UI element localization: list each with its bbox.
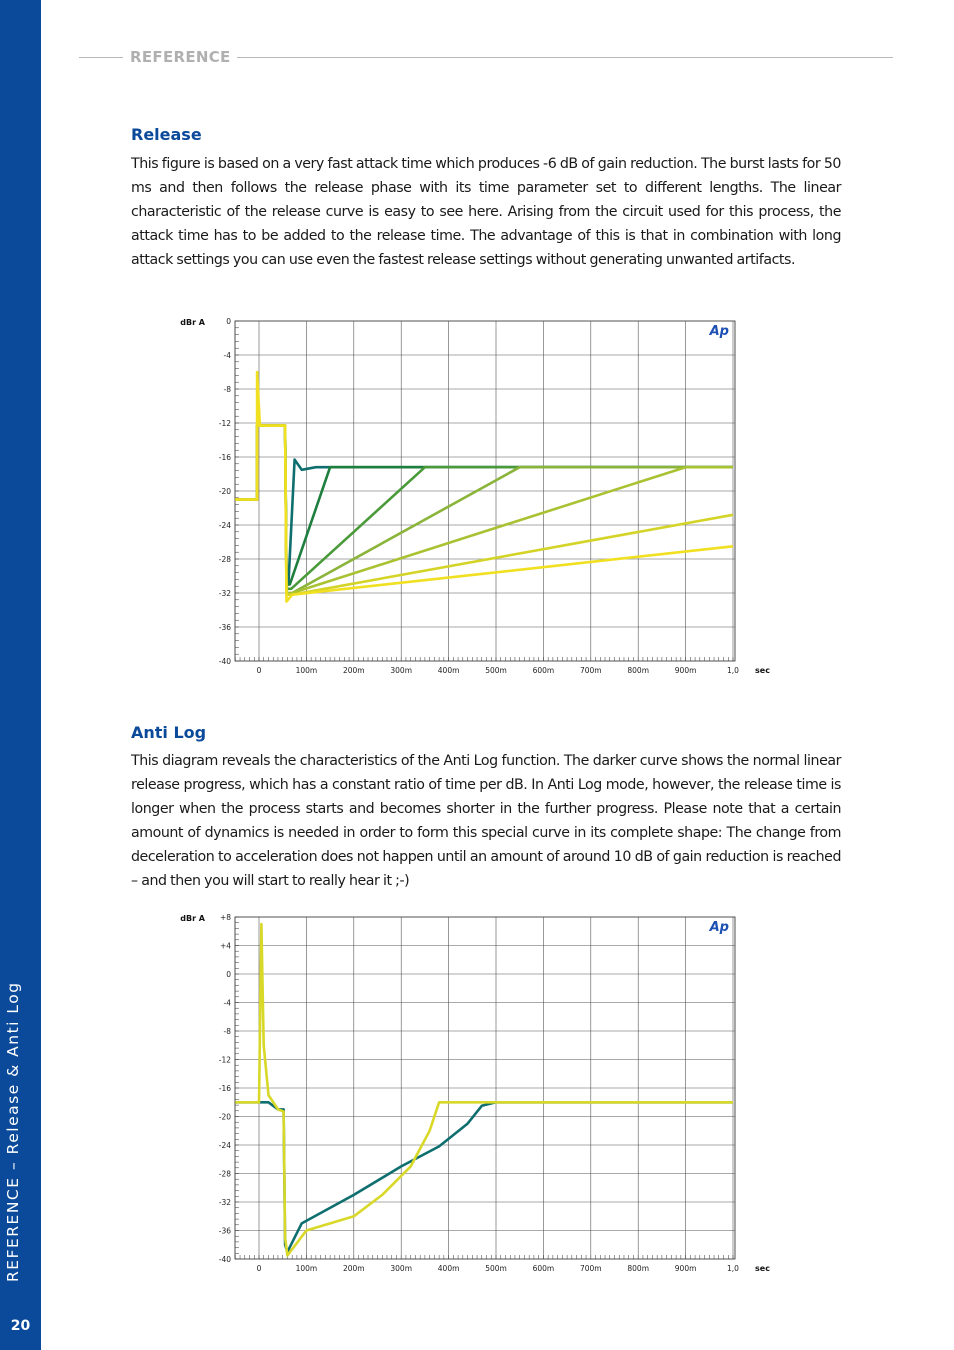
y-tick-label: -16: [218, 1084, 231, 1093]
x-tick-label: 600m: [532, 666, 555, 675]
x-tick-label: 1,0: [727, 666, 739, 675]
y-tick-label: -4: [223, 998, 231, 1008]
y-tick-label: -32: [218, 589, 231, 598]
x-tick-label: 300m: [390, 666, 413, 675]
x-tick-label: 700m: [579, 1264, 602, 1273]
y-tick-label: -16: [218, 453, 231, 462]
header-label: REFERENCE: [130, 48, 231, 66]
y-tick-label: -24: [218, 1141, 231, 1150]
y-tick-label: -20: [218, 1112, 231, 1122]
y-tick-label: -40: [218, 657, 231, 666]
x-tick-label: 0: [256, 1264, 262, 1273]
x-tick-label: 900m: [674, 666, 697, 675]
antilog-heading: Anti Log: [131, 723, 207, 742]
y-tick-label: -24: [218, 521, 231, 530]
x-tick-label: 800m: [627, 666, 650, 675]
y-tick-label: -20: [218, 487, 231, 496]
x-tick-label: 100m: [295, 666, 318, 675]
x-tick-label: 200m: [342, 666, 365, 675]
y-tick-label: -12: [218, 1055, 231, 1065]
y-tick-label: -40: [218, 1255, 231, 1264]
x-tick-label: 300m: [390, 1264, 413, 1273]
y-tick-label: +4: [219, 941, 231, 951]
y-tick-label: -12: [218, 419, 231, 428]
ap-logo: Ap: [709, 324, 729, 339]
x-tick-label: 100m: [295, 1264, 318, 1273]
release-heading: Release: [131, 125, 202, 144]
x-axis-label: sec: [755, 1264, 770, 1273]
y-axis-label: dBr A: [180, 914, 205, 923]
x-tick-label: 800m: [627, 1264, 650, 1273]
y-tick-label: 0: [226, 970, 231, 979]
y-axis-label: dBr A: [180, 318, 205, 327]
y-tick-label: -4: [223, 351, 231, 360]
x-tick-label: 500m: [485, 1264, 507, 1273]
page-number: 20: [10, 1318, 31, 1334]
x-tick-label: 700m: [579, 666, 602, 675]
x-axis-label: sec: [755, 666, 770, 675]
x-tick-label: 400m: [437, 666, 460, 675]
x-tick-label: 400m: [437, 1264, 460, 1273]
antilog-paragraph: This diagram reveals the characteristics of the Anti Log function. The darker curve shows the normal linear release progress, which has a constant ratio of time per dB. In Anti Log mode, however, the release time is longer when the process starts and becomes shorter in the further progress. Please note that a certain amount of dynamics is needed in order to form this special curve in its complete shape: The change from deceleration to acceleration does not happen until an amount of around 10 dB of gain reduction is reached – and then you will start to really hear it ;-): [131, 753, 841, 889]
x-tick-label: 0: [256, 666, 262, 675]
ap-logo: Ap: [709, 920, 729, 935]
release-paragraph: This figure is based on a very fast attack time which produces -6 dB of gain reduction. The burst lasts for 50 ms and then follows the release phase with its time parameter set to different lengths. The linear characteristic of the release curve is easy to see here. Arising from the circuit used for this process, the attack time has to be added to the release time. The advantage of this is that in combination with long attack settings you can use even the fastest release settings without generating unwanted artifacts.: [131, 156, 841, 268]
y-tick-label: 0: [226, 317, 231, 326]
y-tick-label: -36: [218, 623, 231, 632]
x-tick-label: 200m: [342, 1264, 365, 1273]
x-tick-label: 500m: [485, 666, 507, 675]
x-tick-label: 1,0: [727, 1264, 739, 1273]
y-tick-label: -8: [223, 385, 231, 394]
y-tick-label: -8: [223, 1027, 231, 1036]
x-tick-label: 600m: [532, 1264, 555, 1273]
y-tick-label: -28: [218, 555, 231, 564]
y-tick-label: -36: [218, 1226, 231, 1236]
y-tick-label: -32: [218, 1198, 231, 1207]
x-tick-label: 900m: [674, 1264, 697, 1273]
y-tick-label: -28: [218, 1169, 231, 1179]
y-tick-label: +8: [219, 913, 231, 922]
